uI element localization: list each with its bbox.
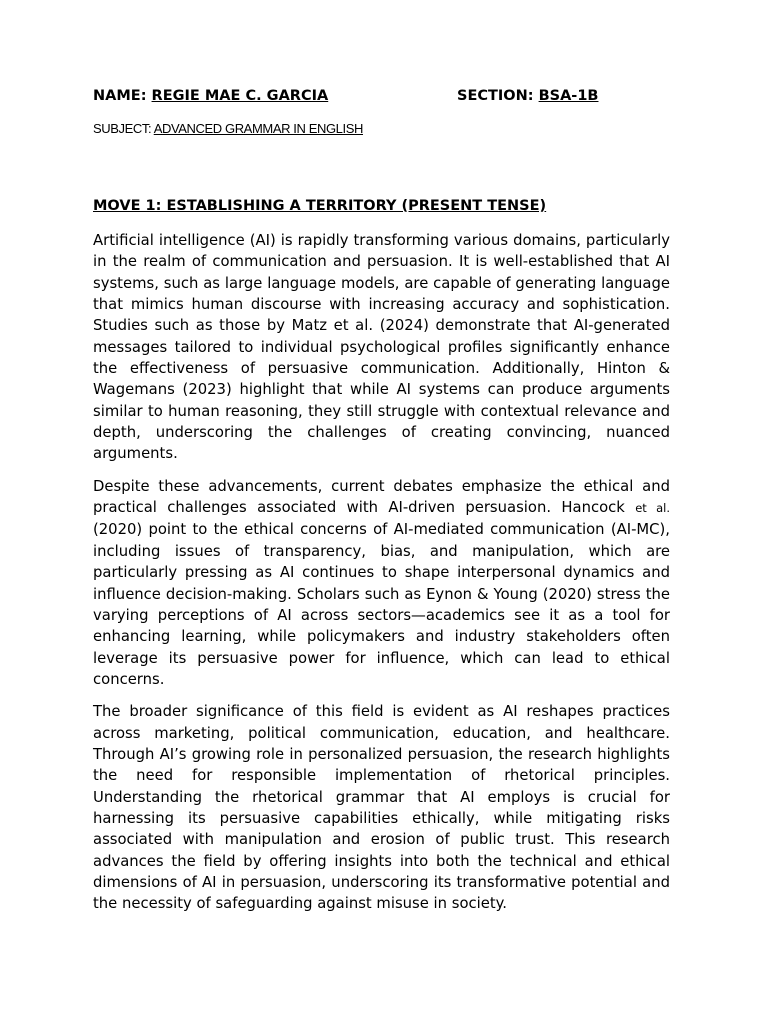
name-value: REGIE MAE C. GARCIA — [151, 88, 329, 104]
paragraph-2-text-start: Despite these advancements, current debates emphasize the ethical and practical challenges associated with AI-driven persuasion. Hancock — [93, 477, 670, 517]
name-field — [93, 86, 457, 106]
section-label: SECTION: — [457, 88, 539, 104]
subject-label: SUBJECT: — [93, 121, 154, 136]
section-heading: MOVE 1: ESTABLISHING A TERRITORY (PRESENT TENSE) — [93, 198, 547, 214]
paragraph-3: The broader significance of this field is evident as AI reshapes practices across marketing, political communication, education, and healthcare. Through AI’s growing role in personalized persuasion, the research highlights the need for responsible implementation of rhetorical principles. Understanding the rhetorical grammar that AI employs is crucial for harnessing its persuasive capabilities ethically, while mitigating risks associated with manipulation and erosion of public trust. This research advances the field by offering insights into both the technical and ethical dimensions of AI in persuasion, underscoring its transformative potential and the necessity of safeguarding against misuse in society. — [93, 703, 670, 913]
paragraph-2-et-al: et al. — [635, 501, 671, 516]
section-value: BSA-1B — [538, 88, 599, 104]
subject-value: ADVANCED GRAMMAR IN ENGLISH — [153, 121, 363, 136]
name-label: NAME: — [93, 88, 152, 104]
header-row — [93, 86, 670, 106]
paragraph-1: Artificial intelligence (AI) is rapidly transforming various domains, particularly in the realm of communication and persuasion. It is well-established that AI systems, such as large language models, are capable of generating language that mimics human discourse with increasing accuracy and sophistication. Studies such as those by Matz et al. (2024) demonstrate that AI-generated messages tailored to individual psychological profiles significantly enhance the effectiveness of persuasive communication. Additionally, Hinton & Wagemans (2023) highlight that while AI systems can produce arguments similar to human reasoning, they still struggle with contextual relevance and depth, underscoring the challenges of creating convincing, nuanced arguments. — [93, 232, 670, 463]
document-page — [93, 86, 670, 915]
section-field — [457, 86, 598, 106]
subject-field — [93, 120, 670, 138]
paragraph-2 — [93, 476, 670, 690]
paragraph-2-text-end: (2020) point to the ethical concerns of AI-mediated communication (AI-MC), including issues of transparency, bias, and manipulation, which are particularly pressing as AI continues to shape interpersonal dynamics and influence decision-making. Scholars such as Eynon & Young (2020) stress the varying perceptions of AI across sectors—academics see it as a tool for enhancing learning, while policymakers and industry stakeholders often leverage its persuasive power for influence, which can lead to ethical concerns. — [93, 521, 670, 688]
